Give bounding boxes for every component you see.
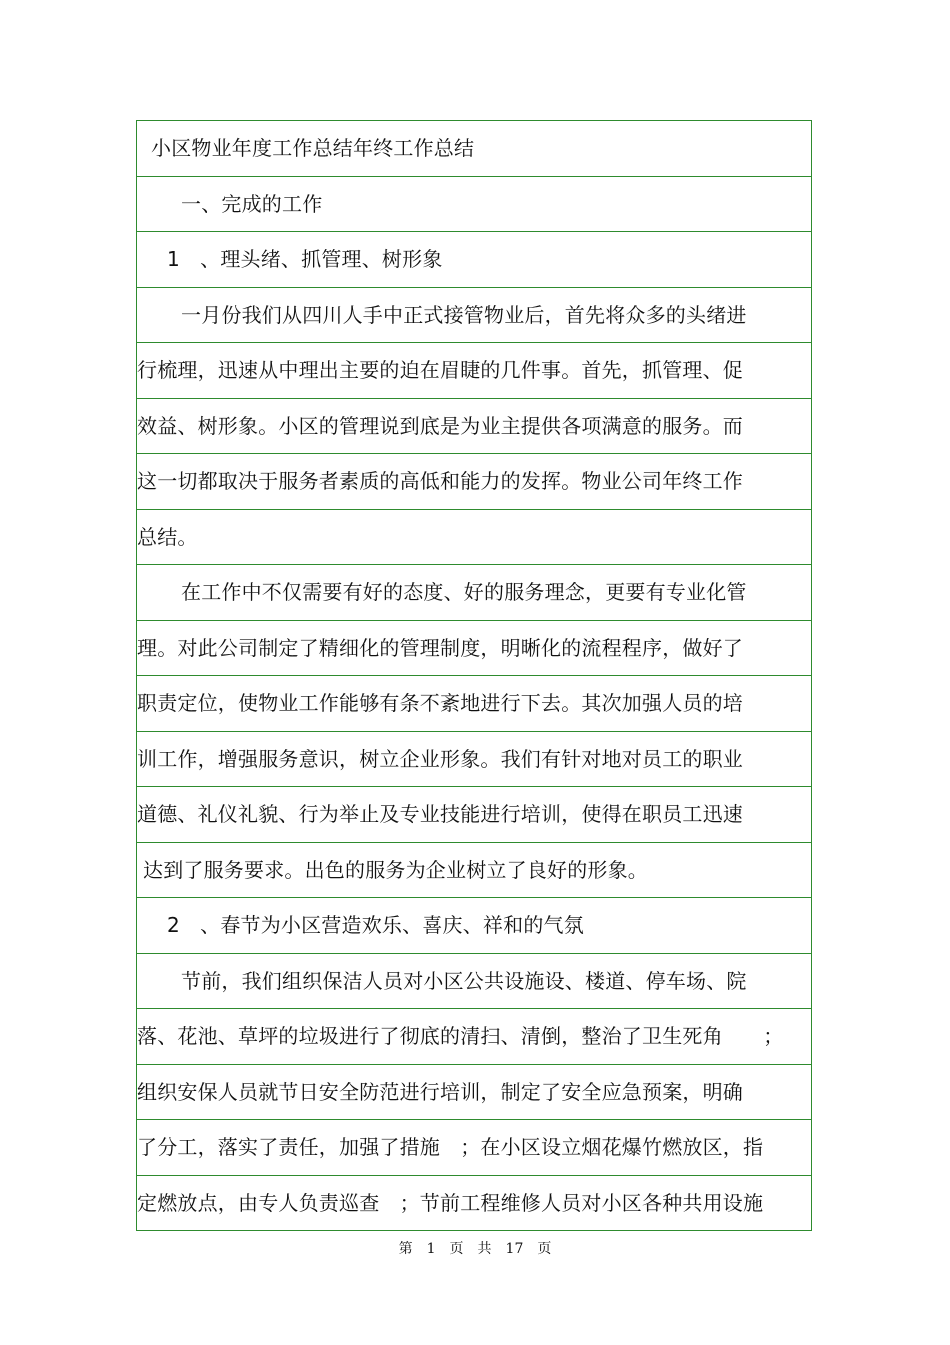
- paragraph-line: 这一切都取决于服务者素质的高低和能力的发挥。物业公司年终工作: [137, 469, 743, 494]
- table-row: [137, 510, 811, 566]
- table-row: [137, 343, 811, 399]
- paragraph-line: 节前，我们组织保洁人员对小区公共设施设、楼道、停车场、院: [181, 968, 747, 993]
- table-row: [137, 399, 811, 455]
- paragraph-line: 总结。: [137, 524, 198, 549]
- table-row: [137, 1009, 811, 1065]
- table-row: [137, 843, 811, 899]
- paragraph-line: 一月份我们从四川人手中正式接管物业后，首先将众多的头绪进: [181, 302, 747, 327]
- paragraph-line: 了分工，落实了责任，加强了措施 ；在小区设立烟花爆竹燃放区，指: [137, 1135, 764, 1160]
- table-row: [137, 1065, 811, 1121]
- table-row: [137, 565, 811, 621]
- paragraph-line: 达到了服务要求。出色的服务为企业树立了良好的形象。: [143, 857, 648, 882]
- paragraph-line: 在工作中不仅需要有好的态度、好的服务理念，更要有专业化管: [181, 580, 747, 605]
- paragraph-line: 理。对此公司制定了精细化的管理制度，明晰化的流程程序，做好了: [137, 635, 743, 660]
- table-row: [137, 954, 811, 1010]
- table-row: [137, 732, 811, 788]
- document-title: 小区物业年度工作总结年终工作总结: [151, 136, 475, 161]
- table-row: [137, 121, 811, 177]
- subsection-heading: 1 、理头绪、抓管理、树形象: [167, 247, 443, 272]
- paragraph-line: 职责定位，使物业工作能够有条不紊地进行下去。其次加强人员的培: [137, 691, 743, 716]
- document-table: [136, 120, 812, 1231]
- table-row: [137, 787, 811, 843]
- table-row: [137, 898, 811, 954]
- table-row: [137, 676, 811, 732]
- table-row: [137, 621, 811, 677]
- paragraph-line: 定燃放点，由专人负责巡查 ；节前工程维修人员对小区各种共用设施: [137, 1190, 764, 1215]
- table-row: [137, 232, 811, 288]
- section-heading: 一、完成的工作: [181, 191, 323, 216]
- table-row: [137, 454, 811, 510]
- paragraph-line: 组织安保人员就节日安全防范进行培训，制定了安全应急预案，明确: [137, 1079, 743, 1104]
- table-row: [137, 288, 811, 344]
- page-number-footer: 第 1 页 共 17 页: [398, 1241, 552, 1257]
- paragraph-line: 落、花池、草坪的垃圾进行了彻底的清扫、清倒，整治了卫生死角 ；: [137, 1024, 784, 1049]
- paragraph-line: 行梳理，迅速从中理出主要的迫在眉睫的几件事。首先，抓管理、促: [137, 358, 743, 383]
- table-row: [137, 1176, 811, 1232]
- paragraph-line: 道德、礼仪礼貌、行为举止及专业技能进行培训，使得在职员工迅速: [137, 802, 743, 827]
- table-row: [137, 1120, 811, 1176]
- paragraph-line: 效益、树形象。小区的管理说到底是为业主提供各项满意的服务。而: [137, 413, 743, 438]
- subsection-heading: 2 、春节为小区营造欢乐、喜庆、祥和的气氛: [167, 913, 584, 938]
- table-row: [137, 177, 811, 233]
- paragraph-line: 训工作，增强服务意识，树立企业形象。我们有针对地对员工的职业: [137, 746, 743, 771]
